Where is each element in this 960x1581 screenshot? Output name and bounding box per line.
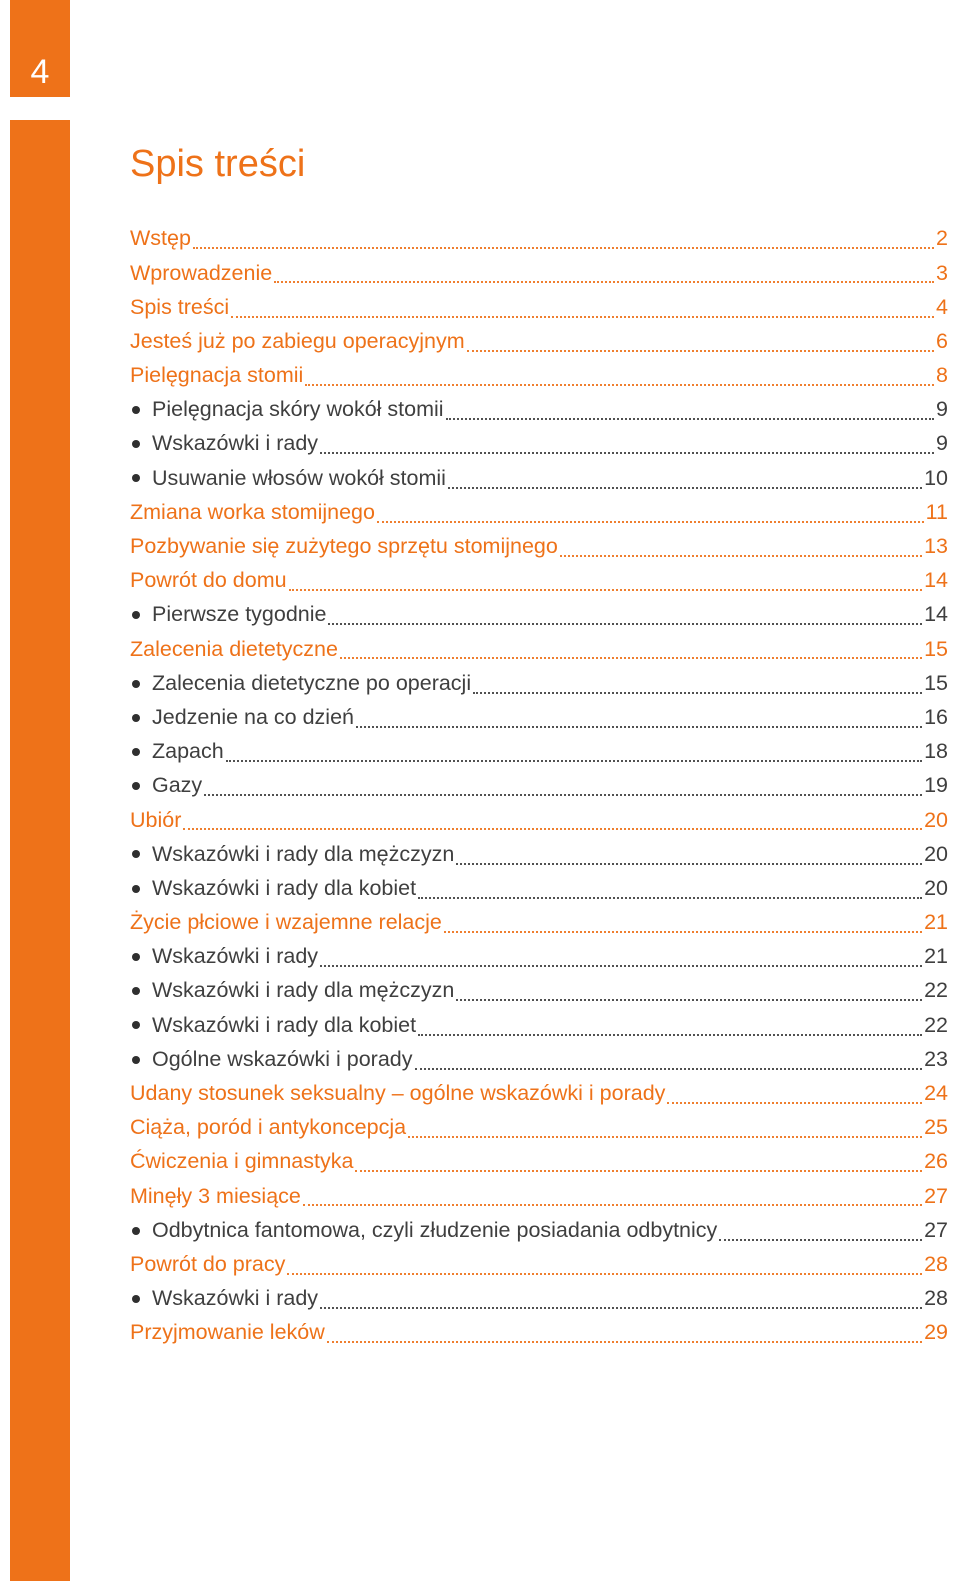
toc-entry-label: Pielęgnacja stomii	[130, 363, 304, 388]
dot-leader	[289, 589, 923, 591]
dot-leader	[320, 1307, 922, 1309]
toc-entry-page: 27	[924, 1183, 948, 1208]
toc-entry-page: 11	[925, 499, 948, 524]
dot-leader	[328, 623, 922, 625]
toc-entry-page: 15	[924, 636, 948, 661]
toc-entry[interactable]	[130, 530, 948, 564]
toc-entry-page: 28	[924, 1251, 948, 1276]
dot-leader	[456, 863, 922, 865]
dot-leader	[377, 521, 924, 523]
toc-entry-label: Ubiór	[130, 807, 182, 832]
dot-leader	[183, 828, 922, 830]
bullet-icon	[132, 440, 140, 448]
bullet-icon	[132, 474, 140, 482]
dot-leader	[327, 1341, 922, 1343]
toc-entry-page: 2	[936, 226, 948, 251]
toc-entry[interactable]	[130, 325, 948, 359]
toc-entry-page: 26	[924, 1149, 948, 1174]
toc-subentry[interactable]	[130, 735, 948, 769]
toc-entry[interactable]	[130, 1077, 948, 1111]
toc-entry-page: 16	[924, 704, 948, 729]
toc-entry-page: 3	[936, 260, 948, 285]
toc-subentry[interactable]	[130, 427, 948, 461]
table-of-contents	[130, 222, 948, 1350]
toc-entry-label: Wskazówki i rady	[152, 1286, 319, 1311]
side-color-bar	[10, 120, 70, 1581]
toc-entry-label: Ciąża, poród i antykoncepcja	[130, 1115, 407, 1140]
toc-entry-label: Wskazówki i rady	[152, 944, 319, 969]
dot-leader	[305, 384, 934, 386]
dot-leader	[418, 1034, 922, 1036]
toc-entry[interactable]	[130, 564, 948, 598]
dot-leader	[444, 931, 922, 933]
toc-entry-label: Zapach	[152, 739, 224, 764]
toc-entry-label: Udany stosunek seksualny – ogólne wskazówki i porady	[130, 1081, 666, 1106]
toc-entry-label: Wstęp	[130, 226, 191, 251]
toc-subentry[interactable]	[130, 701, 948, 735]
bullet-icon	[132, 714, 140, 722]
toc-entry[interactable]	[130, 1111, 948, 1145]
toc-entry-page: 20	[924, 875, 948, 900]
toc-entry-label: Wskazówki i rady dla kobiet	[152, 875, 417, 900]
toc-entry[interactable]	[130, 803, 948, 837]
toc-entry-label: Gazy	[152, 773, 203, 798]
toc-entry-page: 19	[924, 773, 948, 798]
toc-subentry[interactable]	[130, 461, 948, 495]
toc-entry-page: 14	[924, 568, 948, 593]
toc-entry-label: Jedzenie na co dzień	[152, 704, 355, 729]
dot-leader	[356, 726, 922, 728]
toc-subentry[interactable]	[130, 872, 948, 906]
dot-leader	[560, 555, 922, 557]
toc-entry-label: Powrót do domu	[130, 568, 287, 593]
toc-entry-page: 22	[924, 1012, 948, 1037]
toc-entry-page: 13	[924, 534, 948, 559]
toc-entry-label: Wskazówki i rady	[152, 431, 319, 456]
toc-entry[interactable]	[130, 496, 948, 530]
dot-leader	[231, 316, 934, 318]
toc-subentry[interactable]	[130, 393, 948, 427]
toc-entry-label: Zmiana worka stomijnego	[130, 499, 375, 524]
toc-entry-page: 22	[924, 978, 948, 1003]
toc-entry-page: 28	[924, 1286, 948, 1311]
bullet-icon	[132, 406, 140, 414]
dot-leader	[320, 452, 934, 454]
toc-entry-label: Wskazówki i rady dla kobiet	[152, 1012, 417, 1037]
dot-leader	[226, 760, 922, 762]
toc-entry-page: 24	[924, 1081, 948, 1106]
dot-leader	[467, 350, 934, 352]
bullet-icon	[132, 1056, 140, 1064]
bullet-icon	[132, 953, 140, 961]
toc-subentry[interactable]	[130, 769, 948, 803]
toc-entry[interactable]	[130, 1145, 948, 1179]
toc-entry[interactable]	[130, 256, 948, 290]
page-title: Spis treści	[130, 143, 306, 185]
toc-entry-page: 10	[924, 465, 948, 490]
dot-leader	[418, 897, 922, 899]
toc-entry-label: Powrót do pracy	[130, 1251, 286, 1276]
toc-entry-page: 23	[924, 1046, 948, 1071]
toc-entry-page: 27	[924, 1217, 948, 1242]
toc-entry-page: 20	[924, 841, 948, 866]
dot-leader	[456, 999, 922, 1001]
toc-subentry[interactable]	[130, 666, 948, 700]
toc-entry-label: Zalecenia dietetyczne po operacji	[152, 670, 472, 695]
toc-entry-page: 6	[936, 328, 948, 353]
toc-entry-label: Pierwsze tygodnie	[152, 602, 327, 627]
toc-subentry[interactable]	[130, 1213, 948, 1247]
toc-entry-page: 21	[924, 944, 948, 969]
dot-leader	[287, 1273, 922, 1275]
toc-entry[interactable]	[130, 1316, 948, 1350]
toc-subentry[interactable]	[130, 1043, 948, 1077]
dot-leader	[408, 1136, 922, 1138]
toc-entry-page: 20	[924, 807, 948, 832]
toc-subentry[interactable]	[130, 1282, 948, 1316]
toc-entry-label: Odbytnica fantomowa, czyli złudzenie posiadania odbytnicy	[152, 1217, 718, 1242]
toc-subentry[interactable]	[130, 974, 948, 1008]
toc-entry-label: Minęły 3 miesiące	[130, 1183, 301, 1208]
toc-entry[interactable]	[130, 1179, 948, 1213]
bullet-icon	[132, 885, 140, 893]
toc-entry-page: 14	[924, 602, 948, 627]
dot-leader	[446, 418, 934, 420]
bullet-icon	[132, 987, 140, 995]
toc-entry-page: 25	[924, 1115, 948, 1140]
dot-leader	[340, 657, 922, 659]
toc-entry-page: 9	[936, 431, 948, 456]
dot-leader	[274, 281, 934, 283]
toc-entry[interactable]	[130, 632, 948, 666]
toc-entry-label: Przyjmowanie leków	[130, 1320, 325, 1345]
toc-entry-label: Wskazówki i rady dla mężczyzn	[152, 841, 455, 866]
dot-leader	[448, 487, 922, 489]
toc-entry-page: 18	[924, 739, 948, 764]
page-number-tab	[10, 0, 70, 97]
toc-entry-page: 15	[924, 670, 948, 695]
bullet-icon	[132, 680, 140, 688]
toc-entry-label: Jesteś już po zabiegu operacyjnym	[130, 328, 465, 353]
dot-leader	[303, 1204, 922, 1206]
toc-entry[interactable]	[130, 359, 948, 393]
bullet-icon	[132, 611, 140, 619]
dot-leader	[320, 965, 922, 967]
bullet-icon	[132, 850, 140, 858]
dot-leader	[204, 794, 922, 796]
toc-entry-page: 9	[936, 397, 948, 422]
toc-entry-label: Wskazówki i rady dla mężczyzn	[152, 978, 455, 1003]
toc-entry[interactable]	[130, 906, 948, 940]
dot-leader	[473, 692, 922, 694]
toc-entry-label: Pielęgnacja skóry wokół stomii	[152, 397, 444, 422]
toc-entry[interactable]	[130, 222, 948, 256]
page-number: 4	[30, 53, 50, 91]
toc-entry[interactable]	[130, 1248, 948, 1282]
dot-leader	[415, 1068, 923, 1070]
toc-subentry[interactable]	[130, 1008, 948, 1042]
bullet-icon	[132, 1295, 140, 1303]
bullet-icon	[132, 1021, 140, 1029]
toc-entry-page: 4	[936, 294, 948, 319]
toc-entry-label: Pozbywanie się zużytego sprzętu stomijnego	[130, 534, 558, 559]
dot-leader	[719, 1239, 922, 1241]
toc-entry-label: Ogólne wskazówki i porady	[152, 1046, 413, 1071]
toc-entry-page: 21	[924, 910, 948, 935]
toc-entry-page: 29	[924, 1320, 948, 1345]
dot-leader	[355, 1170, 922, 1172]
toc-entry-label: Wprowadzenie	[130, 260, 273, 285]
toc-entry-page: 8	[936, 363, 948, 388]
dot-leader	[667, 1102, 922, 1104]
bullet-icon	[132, 782, 140, 790]
toc-entry-label: Ćwiczenia i gimnastyka	[130, 1149, 354, 1174]
bullet-icon	[132, 748, 140, 756]
toc-entry[interactable]	[130, 290, 948, 324]
toc-subentry[interactable]	[130, 837, 948, 871]
toc-entry-label: Zalecenia dietetyczne	[130, 636, 338, 661]
toc-subentry[interactable]	[130, 940, 948, 974]
toc-entry-label: Spis treści	[130, 294, 230, 319]
bullet-icon	[132, 1227, 140, 1235]
toc-entry-label: Życie płciowe i wzajemne relacje	[130, 910, 442, 935]
toc-entry-label: Usuwanie włosów wokół stomii	[152, 465, 446, 490]
toc-subentry[interactable]	[130, 598, 948, 632]
dot-leader	[193, 247, 934, 249]
